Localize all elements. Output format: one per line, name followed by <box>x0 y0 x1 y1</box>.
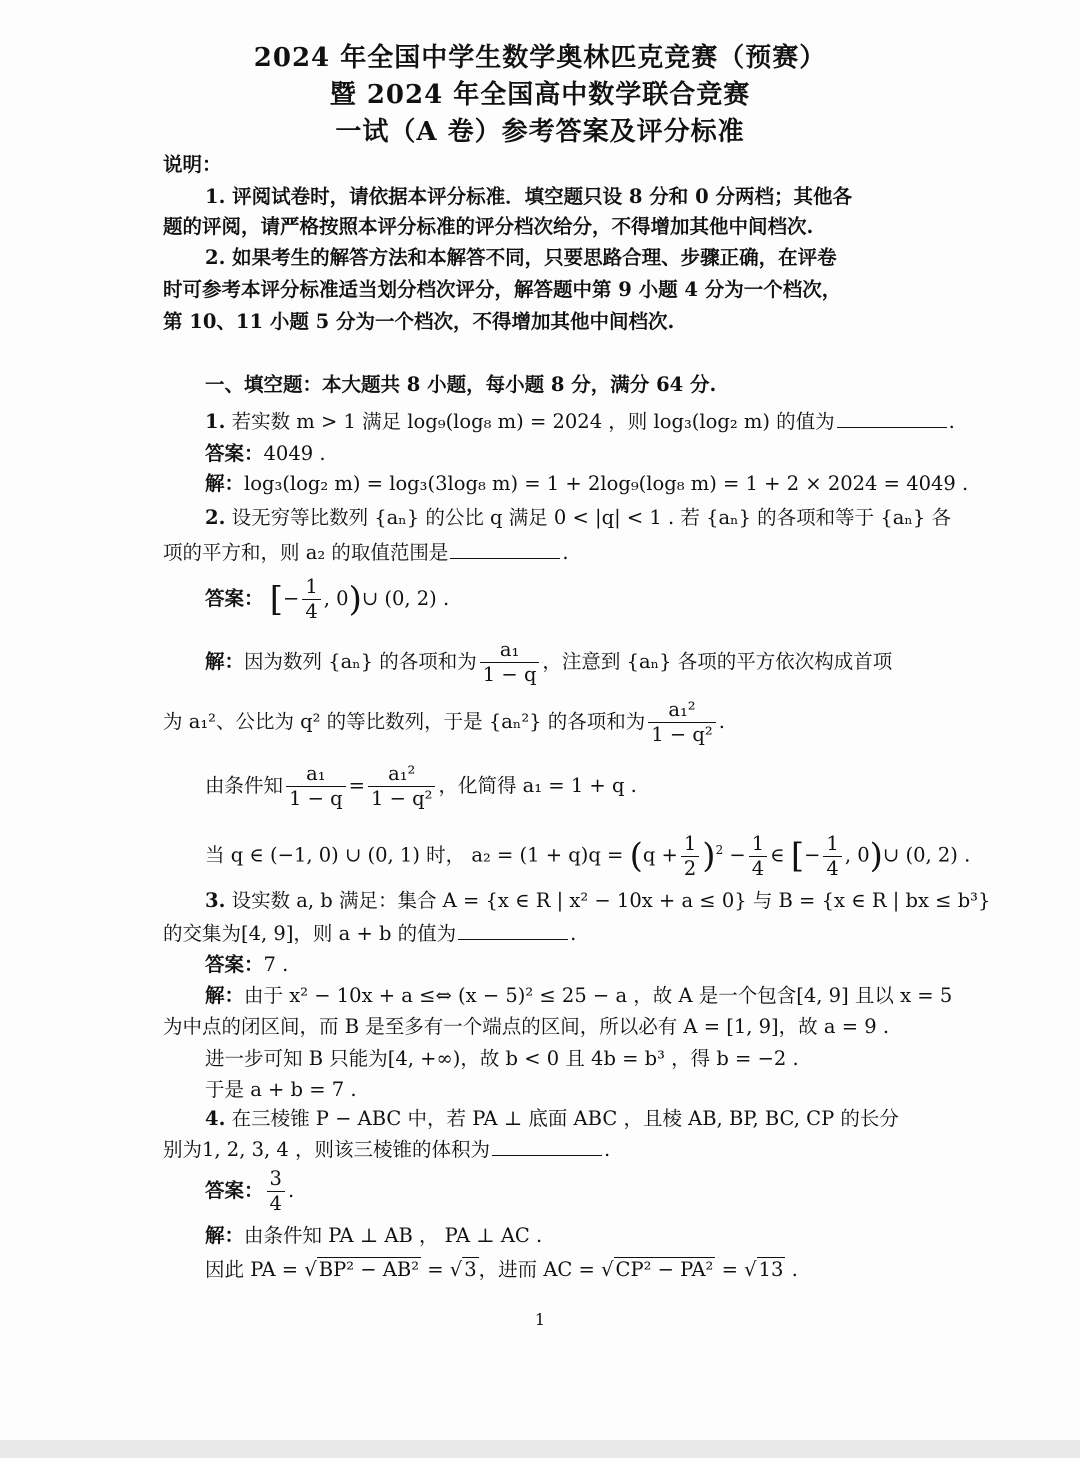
answer-label: 答案： <box>205 1179 264 1202</box>
q2-answer-blank <box>450 540 560 559</box>
radicand: CP² − PA² <box>615 1258 714 1281</box>
minus-sign: − <box>282 587 300 610</box>
solution-label: 解： <box>205 1224 245 1247</box>
sqrt-sign: √ <box>449 1258 463 1281</box>
notes-heading: 说明： <box>163 153 222 176</box>
q1-solution <box>205 471 968 497</box>
minus: − <box>729 843 746 867</box>
q2-statement-line-1 <box>205 505 951 531</box>
answer-label: 答案： <box>205 442 264 465</box>
title-line-1: 2024 年全国中学生数学奥林匹克竞赛（预赛） <box>253 43 827 73</box>
q3-answer-value: 7 . <box>263 953 289 976</box>
sqrt-sign: √ <box>601 1258 614 1281</box>
q2-sol-4d: ∪ (0, 2) . <box>882 843 971 867</box>
q4-statement-line-1 <box>205 1106 899 1132</box>
zero: , 0 <box>844 843 870 867</box>
q3-answer <box>205 952 288 978</box>
equals: = <box>721 1258 738 1281</box>
fraction-a1sq-over-1-q2 <box>368 762 435 811</box>
q2-period: . <box>562 541 569 564</box>
q4-solution-line-1 <box>205 1223 542 1249</box>
q2-text-1: 设无穷等比数列 {aₙ} 的公比 q 满足 0 < |q| < 1 . 若 {aₙ} 的各项和等于 {aₙ} 各 <box>231 506 951 529</box>
q3-text-1: 设实数 a, b 满足：集合 A = {x ∈ R | x² − 10x + a ≤ 0} 与 B = {x ∈ R | bx ≤ b³} <box>231 889 991 912</box>
section-heading: 一、填空题：本大题共 8 小题，每小题 8 分，满分 64 分. <box>205 373 717 396</box>
frac-num: 1 <box>823 832 841 857</box>
note-1-line-2: 题的评阅，请严格按照本评分标准的评分档次给分，不得增加其他中间档次. <box>163 215 814 238</box>
q4-answer-tail: . <box>287 1179 295 1202</box>
title-line-3: 一试（A 卷）参考答案及评分标准 <box>335 117 745 147</box>
equals: = <box>348 774 365 797</box>
frac-num: a₁ <box>480 638 540 663</box>
frac-den: 4 <box>826 856 839 880</box>
frac-num: a₁ <box>286 762 346 787</box>
q1-period: . <box>948 410 955 433</box>
note-2-line-3: 第 10、11 小题 5 分为一个档次，不得增加其他中间档次. <box>163 310 675 333</box>
sqrt-sign: √ <box>304 1258 317 1281</box>
q2-text-2: 项的平方和，则 a₂ 的取值范围是 <box>163 541 449 564</box>
q1-text: 若实数 m > 1 满足 log₉(log₈ m) = 2024 ，则 log₃(log₂ m) 的值为 <box>231 410 835 433</box>
q2-solution-line-1 <box>205 634 892 690</box>
q3-statement-line-1 <box>205 888 990 914</box>
frac-den: 2 <box>683 856 697 880</box>
frac-den: 1 − q² <box>370 787 433 810</box>
title-line-2: 暨 2024 年全国高中数学联合竞赛 <box>329 80 751 110</box>
q2-solution-line-4 <box>205 822 970 884</box>
q3-solution-line-2: 为中点的闭区间，而 B 是至多有一个端点的区间，所以必有 A = [1, 9]，故 a = 9 . <box>163 1015 890 1038</box>
page-number: 1 <box>534 1310 546 1329</box>
paren-right: ) <box>348 579 362 620</box>
q4-statement-line-2 <box>163 1137 610 1163</box>
equals: = <box>427 1258 444 1281</box>
bracket-left: [ <box>790 836 805 876</box>
q3-text-2: 的交集为[4, 9]，则 a + b 的值为 <box>163 922 457 945</box>
q2-sol-2a: 为 a₁²、公比为 q² 的等比数列，于是 {aₙ²} 的各项和为 <box>163 710 646 733</box>
frac-num: 1 <box>749 832 767 857</box>
answer-label: 答案： <box>205 587 264 610</box>
frac-den: 4 <box>269 1192 282 1215</box>
sqrt-sign: √ <box>744 1258 757 1281</box>
frac-den: 1 − q <box>482 663 537 686</box>
frac-num: 1 <box>302 575 320 600</box>
q4-sol-2c: ，进而 AC = <box>478 1258 595 1281</box>
q2-solution-line-2 <box>163 694 725 750</box>
q4-solution-line-2 <box>205 1257 798 1283</box>
q4-text-1: 在三棱锥 P − ABC 中，若 PA ⊥ 底面 ABC ，且棱 AB, BP, BC, CP 的长分 <box>231 1107 899 1130</box>
q3-answer-blank <box>458 921 568 940</box>
q4-answer-blank <box>492 1137 602 1156</box>
fraction-one-quarter <box>823 832 841 881</box>
q3-solution-line-4: 于是 a + b = 7 . <box>205 1078 357 1101</box>
radicand: 13 <box>758 1258 784 1281</box>
paren-left: ( <box>629 836 643 876</box>
q4-sol-2a: 因此 PA = <box>205 1258 299 1281</box>
q2-number: 2. <box>205 506 226 529</box>
frac-num: a₁² <box>648 698 715 723</box>
fraction-three-quarters <box>267 1167 285 1216</box>
q2-sol-1a: 因为数列 {aₙ} 的各项和为 <box>244 650 477 673</box>
solution-label: 解： <box>205 984 245 1007</box>
note-2-line-1: 2. 如果考生的解答方法和本解答不同，只要思路合理、步骤正确，在评卷 <box>205 246 837 269</box>
q4-answer <box>205 1164 294 1218</box>
q3-number: 3. <box>205 889 226 912</box>
q2-solution-line-3 <box>205 758 637 814</box>
radicand: 3 <box>464 1258 477 1281</box>
solution-label: 解： <box>205 650 245 673</box>
q2-sol-4a: 当 q ∈ (−1, 0) ∪ (0, 1) 时， a₂ = (1 + q)q = <box>205 843 624 867</box>
q2-answer-tail: ∪ (0, 2) . <box>361 587 450 610</box>
period: . <box>791 1258 798 1281</box>
q4-text-2: 别为1, 2, 3, 4 ，则该三棱锥的体积为 <box>163 1138 491 1161</box>
fraction-a1-over-1-q <box>286 762 346 811</box>
q1-statement <box>205 409 955 435</box>
answer-label: 答案： <box>205 953 264 976</box>
q1-solution-text: log₃(log₂ m) = log₃(3log₈ m) = 1 + 2log₉(log₈ m) = 1 + 2 × 2024 = 4049 . <box>244 472 969 495</box>
frac-den: 4 <box>751 856 765 880</box>
radicand: BP² − AB² <box>318 1258 420 1281</box>
q3-sol-1: 由于 x² − 10x + a ≤⇔ (x − 5)² ≤ 25 − a ，故 A 是一个包含[4, 9] 且以 x = 5 <box>244 984 953 1007</box>
q3-solution-line-1 <box>205 983 952 1009</box>
frac-den: 1 − q <box>289 787 343 810</box>
q4-number: 4. <box>205 1107 226 1130</box>
q2-statement-line-2 <box>163 540 569 566</box>
fraction-a1-over-1-q <box>480 638 540 687</box>
bracket-left: [ <box>269 579 283 620</box>
q4-sol-1: 由条件知 PA ⊥ AB ， PA ⊥ AC . <box>244 1224 543 1247</box>
q2-sol-3c: ，化简得 a₁ = 1 + q . <box>438 774 637 797</box>
paren-right: ) <box>702 836 716 876</box>
element-of: ∈ <box>770 843 785 867</box>
q2-sol-3a: 由条件知 <box>205 774 284 797</box>
fraction-one-quarter <box>302 575 320 624</box>
q1-answer <box>205 441 326 467</box>
q-plus: q + <box>642 843 678 867</box>
q3-solution-line-3: 进一步可知 B 只能为[4, +∞)，故 b < 0 且 4b = b³ ，得 b = −2 . <box>205 1047 799 1070</box>
fraction-one-half <box>681 832 699 881</box>
q1-number: 1. <box>205 410 226 433</box>
q2-sol-2b: . <box>718 710 725 733</box>
q2-answer <box>205 572 449 626</box>
q3-period: . <box>570 922 577 945</box>
note-2-line-2: 时可参考本评分标准适当划分档次评分，解答题中第 9 小题 4 分为一个档次， <box>163 278 842 301</box>
frac-den: 1 − q² <box>651 723 713 746</box>
q1-answer-value: 4049 . <box>263 442 326 465</box>
exponent-2: 2 <box>715 843 724 857</box>
note-1-line-1: 1. 评阅试卷时，请依据本评分标准．填空题只设 8 分和 0 分两档；其他各 <box>205 185 852 208</box>
frac-num: 3 <box>267 1167 285 1192</box>
frac-num: 1 <box>681 832 699 857</box>
frac-num: a₁² <box>368 762 435 787</box>
paren-right: ) <box>869 836 883 876</box>
frac-den: 4 <box>305 600 318 623</box>
minus-sign: − <box>804 843 821 867</box>
title-block <box>0 40 1080 151</box>
fraction-one-quarter <box>749 832 767 881</box>
zero: , 0 <box>323 587 349 610</box>
q2-sol-1b: ，注意到 {aₙ} 各项的平方依次构成首项 <box>542 650 893 673</box>
q1-answer-blank <box>837 409 947 428</box>
q3-statement-line-2 <box>163 921 576 947</box>
solution-label: 解： <box>205 472 245 495</box>
q4-period: . <box>604 1138 611 1161</box>
fraction-a1sq-over-1-q2 <box>648 698 715 747</box>
